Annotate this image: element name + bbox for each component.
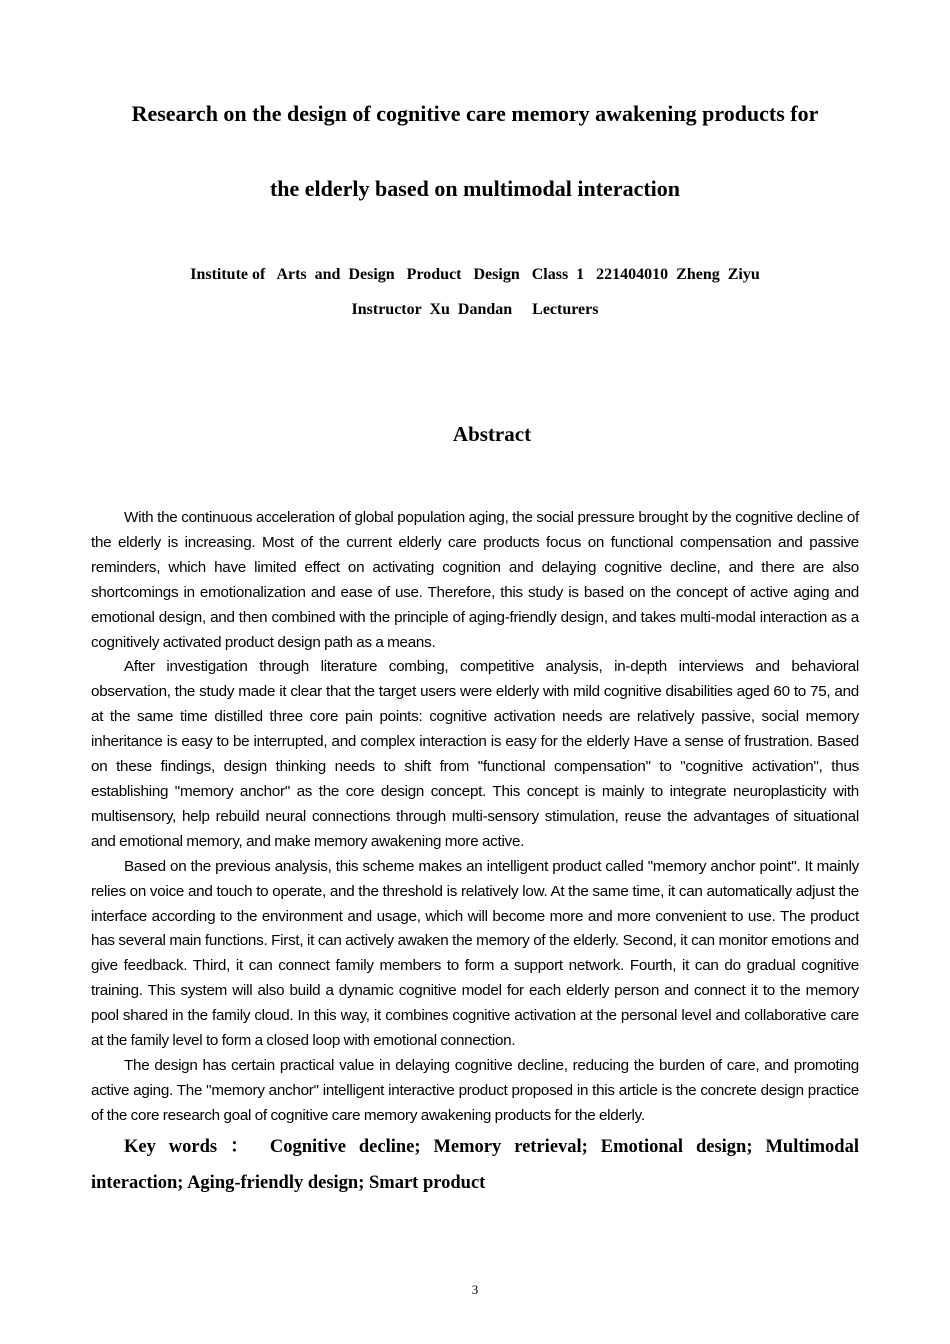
author-affiliation-line: Institute of Arts and Design Product Design Class 1 221404010 Zheng Ziyu xyxy=(190,266,760,283)
paper-title-line-2: the elderly based on multimodal interaction xyxy=(269,176,681,201)
keywords: Key words ： Cognitive decline; Memory retrieval; Emotional design; Multimodal interaction; Aging-friendly design; Smart product xyxy=(91,1136,859,1193)
abstract-paragraph-3: Based on the previous analysis, this scheme makes an intelligent product called "memory anchor point". It mainly relies on voice and touch to operate, and the threshold is relatively low. At the same time, it can automatically adjust the interface according to the environment and usage, which will become more and more convenient to use. The product has several main functions. First, it can actively awaken the memory of the elderly. Second, it can monitor emotions and give feedback. Third, it can connect family members to form a support network. Fourth, it can do gradual cognitive training. This system will also build a dynamic cognitive model for each elderly person and connect it to the memory pool shared in the family cloud. In this way, it combines cognitive activation at the personal level and collaborative care at the family level to form a closed loop with emotional connection. xyxy=(91,857,859,1050)
abstract-paragraph-4: The design has certain practical value in delaying cognitive decline, reducing the burden of care, and promoting active aging. The "memory anchor" intelligent interactive product proposed in this article is the concrete design practice of the core research goal of cognitive care memory awakening products for the elderly. xyxy=(91,1056,859,1124)
paper-title-line-1: Research on the design of cognitive care memory awakening products for xyxy=(131,101,819,126)
page-number: 3 xyxy=(471,1282,479,1297)
abstract-body xyxy=(91,506,859,1201)
abstract-paragraph-1: With the continuous acceleration of global population aging, the social pressure brought by the cognitive decline of the elderly is increasing. Most of the current elderly care products focus on functional compensation and passive reminders, which have limited effect on activating cognition and delaying cognitive decline, and there are also shortcomings in emotionalization and ease of use. Therefore, this study is based on the concept of active aging and emotional design, and then combined with the principle of aging-friendly design, and takes multi-modal interaction as a cognitively activated product design path as a means. xyxy=(91,509,859,651)
instructor-line: Instructor Xu Dandan Lecturers xyxy=(351,301,599,318)
abstract-paragraph-2: After investigation through literature combing, competitive analysis, in-depth interviews and behavioral observation, the study made it clear that the target users were elderly with mild cognitive disabilities aged 60 to 75, and at the same time distilled three core pain points: cognitive activation needs are relatively passive, social memory inheritance is easy to be interrupted, and complex interaction is easy for the elderly Have a sense of frustration. Based on these findings, design thinking needs to shift from "functional compensation" to "cognitive activation", thus establishing "memory anchor" as the core design concept. This concept is mainly to integrate neuroplasticity with multisensory, help rebuild neural connections through multi-sensory stimulation, reuse the advantages of situational and emotional memory, and make memory awakening more active. xyxy=(91,658,859,850)
abstract-heading: Abstract xyxy=(452,422,532,446)
